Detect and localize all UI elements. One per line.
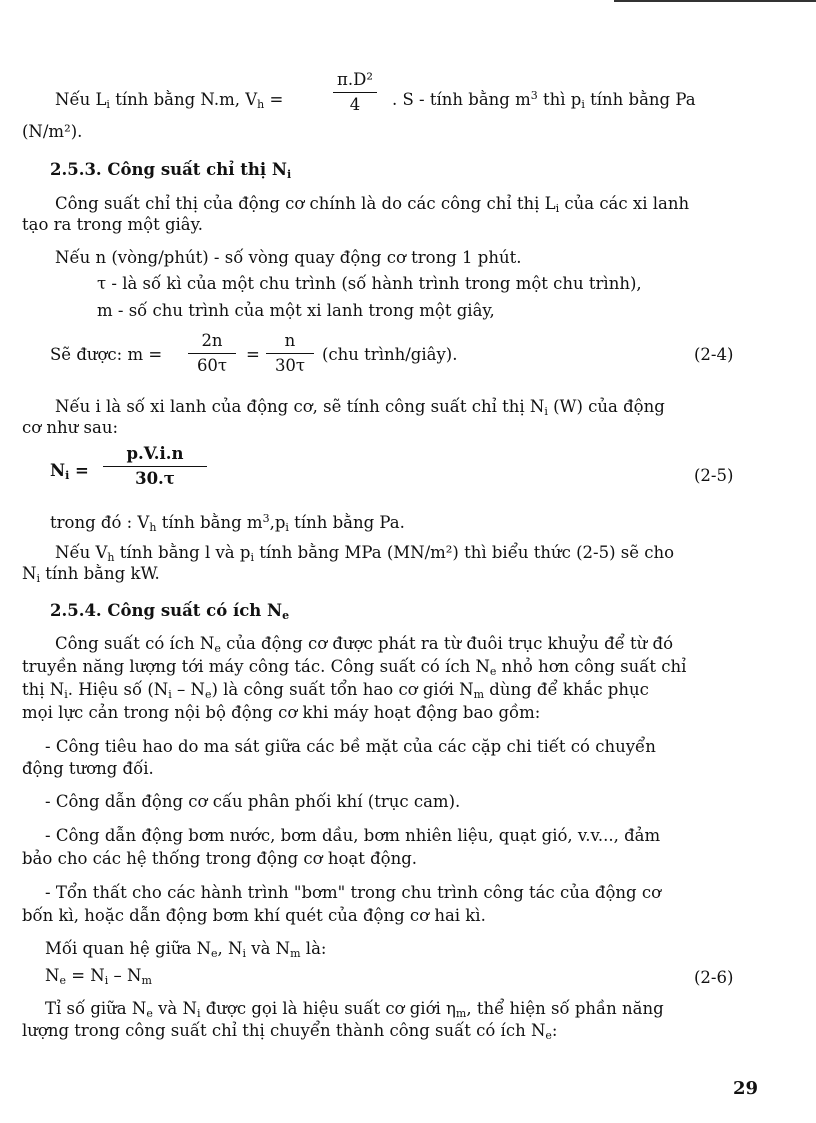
para-6-line-2: cơ như sau: (22, 418, 119, 437)
heading-2-5-3: 2.5.3. Công suất chỉ thị $N_i$ (50, 160, 292, 181)
eq-2-5-fraction: $\frac{p.V.i.n}{30.\tau}$ (103, 444, 207, 489)
bullet-4-line-1: - Tổn thất cho các hành trình "bơm" trong chu trình công tác của động cơ (45, 883, 662, 902)
bullet-1-line-2: động tương đối. (22, 759, 154, 778)
para-7: trong đó : $V_h$ tính bằng $m^3,p_i$ tính bằng Pa. (50, 512, 405, 534)
para-2-line-2: tạo ra trong một giây. (22, 215, 204, 234)
bullet-3-line-2: bảo cho các hệ thống trong động cơ hoạt động. (22, 849, 418, 868)
bullet-4-line-2: bốn kì, hoặc dẫn động bơm khí quét của động cơ hai kì. (22, 906, 486, 925)
page-number: 29 (733, 1078, 759, 1099)
eq-2-5-number: (2-5) (694, 466, 734, 485)
eq-2-4-fraction-1: $\frac{2n}{60\tau}$ (188, 331, 236, 376)
eq-2-4-equals: = (246, 345, 260, 364)
heading-2-5-4: 2.5.4. Công suất có ích $N_e$ (50, 601, 290, 622)
para-11-line-1: Tỉ số giữa $N_e$ và $N_i$ được gọi là hiệu suất cơ giới $\eta_m$, thể hiện số phần năng (45, 999, 664, 1020)
para-1-line-1: Nếu $L_i$ tính bằng N.m, $V_h$ = (55, 90, 284, 111)
bullet-1-line-1: - Công tiêu hao do ma sát giữa các bề mặt của các cặp chi tiết có chuyển (45, 737, 656, 756)
para-2-line-1: Công suất chỉ thị của động cơ chính là do các công chỉ thị $L_i$ của các xi lanh (55, 194, 690, 215)
para-9-line-3: thị $N_i$. Hiệu số $(N_i - N_e)$ là công suất tổn hao cơ giới $N_m$ dùng để khắc phục (22, 680, 649, 701)
eq-2-4-unit: (chu trình/giây). (322, 345, 458, 364)
para-3: Nếu n (vòng/phút) - số vòng quay động cơ trong 1 phút. (55, 248, 522, 267)
para-1-line-2: (N/m²). (22, 122, 83, 141)
bullet-2: - Công dẫn động cơ cấu phân phối khí (trục cam). (45, 792, 461, 811)
para-9-line-4: mọi lực cản trong nội bộ động cơ khi máy hoạt động bao gồm: (22, 703, 541, 722)
para-4: τ - là số kì của một chu trình (số hành trình trong một chu trình), (97, 274, 642, 293)
eq-2-4-lead: Sẽ được: m = (50, 345, 163, 364)
bullet-3-line-1: - Công dẫn động bơm nước, bơm dầu, bơm nhiên liệu, quạt gió, v.v..., đảm (45, 826, 661, 845)
para-10: Mối quan hệ giữa $N_e$, $N_i$ và $N_m$ là: (45, 939, 327, 960)
para-8-line-1: Nếu $V_h$ tính bằng l và $p_i$ tính bằng MPa (MN/m²) thì biểu thức (2-5) sẽ cho (55, 543, 675, 564)
para-6-line-1: Nếu i là số xi lanh của động cơ, sẽ tính công suất chỉ thị $N_i$ (W) của động (55, 397, 665, 418)
para-1-line-1-end: . S - tính bằng $m^3$ thì $p_i$ tính bằng Pa (392, 89, 696, 111)
para-9-line-1: Công suất có ích $N_e$ của động cơ được phát ra từ đuôi trục khuỷu để từ đó (55, 634, 674, 655)
fraction-vh: $\frac{\text{π.D²}}{4}$ (333, 70, 377, 115)
top-rule (614, 0, 816, 2)
para-8-line-2: $N_i$ tính bằng kW. (22, 564, 160, 585)
eq-2-5-lhs: $N_i$ = (50, 461, 89, 482)
para-5: m - số chu trình của một xi lanh trong một giây, (97, 301, 495, 320)
eq-2-6-number: (2-6) (694, 968, 734, 987)
para-9-line-2: truyền năng lượng tới máy công tác. Công suất có ích $N_e$ nhỏ hơn công suất chỉ (22, 657, 687, 678)
para-11-line-2: lượng trong công suất chỉ thị chuyển thành công suất có ích $N_e$: (22, 1021, 558, 1042)
eq-2-4-fraction-2: $\frac{n}{30\tau}$ (266, 331, 314, 376)
eq-2-6: $N_e = N_i - N_m$ (45, 966, 152, 987)
eq-2-4-number: (2-4) (694, 345, 734, 364)
